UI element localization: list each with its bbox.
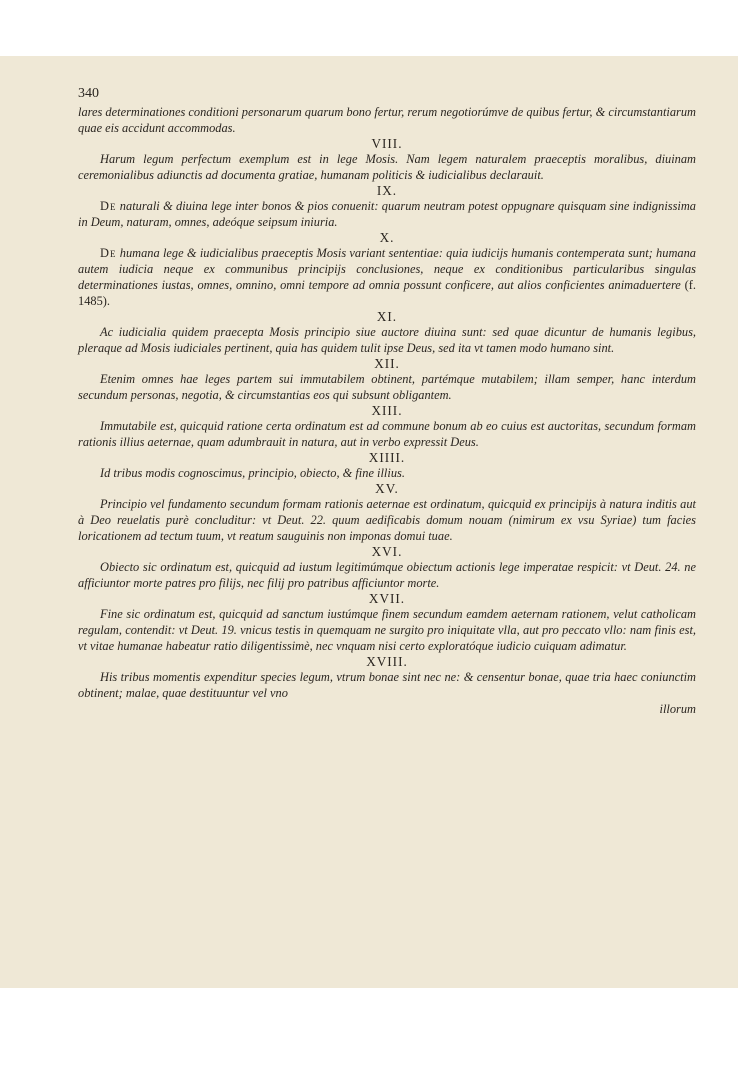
section-numeral: XVIII. (366, 654, 408, 669)
section-numeral: XV. (375, 481, 399, 496)
section-numeral: IX. (376, 183, 398, 198)
section-12 (78, 356, 696, 403)
section-text: Immutabile est, quicquid ratione certa ordinatum est ad commune bonum ab eo cuius est auctoritas, secundum formam rationis illius aeternae, quam adumbrauit in natura, aut in verbo expressit Deus. (78, 419, 696, 449)
section-text: Fine sic ordinatum est, quicquid ad sanctum iustúmque finem secundum eamdem aeternam rationem, velut catholicam regulam, contendit: vt Deut. 19. vnicus testis in quemquam ne surgito pro iniquitate vlla, aut pro peccato vllo: nam finis est, vt vitae humanae habeatur ratio diligentissimè, nec vnquam nisi certo exploratóque iudicio cuiquam adimatur. (78, 607, 696, 653)
section-text: De naturali & diuina lege inter bonos & pios conuenit: quarum neutram potest oppugnare quisquam sine indignissima in Deum, naturam, omnes, adeóque seipsum iniuria. (78, 199, 696, 229)
section-numeral: XIII. (371, 403, 403, 418)
intro-paragraph: lares determinationes conditioni personarum quarum bono fertur, rerum negotiorúmve de quibus fertur, & circumstantiarum quae eis accidunt accommodas. (78, 105, 696, 135)
section-text: Obiecto sic ordinatum est, quicquid ad iustum legitimúmque obiectum actionis lege imperatae respicit: vt Deut. 24. ne afficiuntor morte patres pro filijs, nec filij pro patribus afficiuntor morte. (78, 560, 696, 590)
section-15 (78, 481, 696, 544)
catchword: illorum (659, 702, 696, 716)
section-18 (78, 654, 696, 701)
section-numeral: XII. (374, 356, 400, 371)
section-text: Ac iudicialia quidem praecepta Mosis principio siue auctore diuina sunt: sed quae dicuntur de humanis legibus, pleraque ad Mosis iudiciales pertinent, quia has quidem tulit ipse Deus, sed ita vt tamen modo humano sint. (78, 325, 696, 355)
section-numeral: XI. (376, 309, 398, 324)
section-13 (78, 403, 696, 450)
section-text: Harum legum perfectum exemplum est in lege Mosis. Nam legem naturalem praeceptis moralibus, diuinam ceremonialibus adiunctis ad documenta gratiae, humanam politicis & iudicialibus declarauit. (78, 152, 696, 182)
lead-word: De (100, 246, 117, 260)
page-content (78, 86, 696, 717)
section-numeral: X. (379, 230, 395, 245)
section-8 (78, 136, 696, 183)
folio-reference: (f. 1485). (78, 278, 696, 308)
section-9 (78, 183, 696, 230)
section-numeral: XIIII. (368, 450, 406, 465)
page-number: 340 (78, 86, 99, 101)
section-16 (78, 544, 696, 591)
section-text: Principio vel fundamento secundum formam rationis aeternae est ordinatum, quicquid ex principijs à natura inditis aut à Deo reuelatis purè concluditur: vt Deut. 22. quum aedificabis domum nouam (nimirum ex vsu Syriae) tum facies loricationem ad tectum tuum, vt reatum sauguinis non imponas domui tuae. (78, 497, 696, 543)
section-numeral: XVII. (368, 591, 406, 606)
section-text: De humana lege & iudicialibus praeceptis Mosis variant sententiae: quia iudicijs humanis contemperata sunt; humana autem iudicia neque ex communibus principijs conclusiones, neque ex conditionibus particularibus singulas determinationes iustas, omnes, omnino, omni tempore ad omnia possunt conficere, aut alios conficientes animaduertere (f. 1485). (78, 246, 696, 308)
section-text: Id tribus modis cognoscimus, principio, obiecto, & fine illius. (100, 466, 405, 480)
section-text: Etenim omnes hae leges partem sui immutabilem obtinent, partémque mutabilem; illam semper, hanc interdum secundum personas, negotia, & circumstantias eos qui subsunt obligantem. (78, 372, 696, 402)
section-11 (78, 309, 696, 356)
section-14 (78, 450, 696, 481)
section-17 (78, 591, 696, 654)
section-numeral: VIII. (371, 136, 403, 151)
section-numeral: XVI. (371, 544, 403, 559)
section-10 (78, 230, 696, 309)
book-page (0, 56, 738, 988)
section-text: His tribus momentis expenditur species legum, vtrum bonae sint nec ne: & censentur bonae, quae tria haec coniunctim obtinent; malae, quae destituuntur vel vno (78, 670, 696, 700)
lead-word: De (100, 199, 117, 213)
